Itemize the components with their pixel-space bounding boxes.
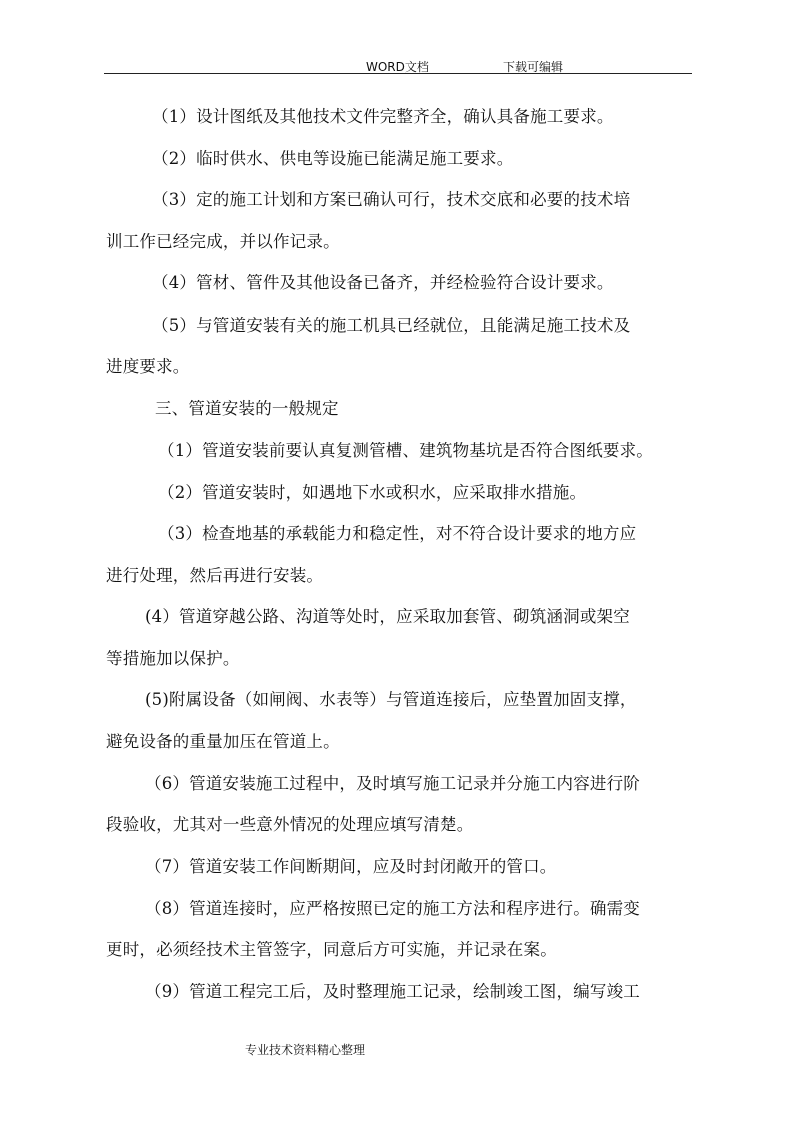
text-line: （8）管道连接时，应严格按照已定的施工方法和程序进行。确需变 [145, 899, 640, 918]
text-line: （9）管道工程完工后，及时整理施工记录，绘制竣工图，编写竣工 [145, 982, 640, 1001]
text-line: （4）管材、管件及其他设备已备齐，并经检验符合设计要求。 [152, 273, 614, 292]
section-heading: 三、管道安装的一般规定 [155, 399, 339, 418]
text-line: 段验收，尤其对一些意外情况的处理应填写清楚。 [106, 815, 474, 834]
text-line: （1）管道安装前要认真复测管槽、建筑物基坑是否符合图纸要求。 [158, 441, 653, 460]
header-edit-label: 下载可编辑 [503, 60, 564, 74]
header-doc-label: WORD文档 [366, 60, 429, 74]
page-footer: 专业技术资料精心整理 [245, 1043, 366, 1057]
text-line: 更时，必须经技术主管签字，同意后方可实施，并记录在案。 [106, 940, 557, 959]
text-line: （3）检查地基的承载能力和稳定性，对不符合设计要求的地方应 [158, 524, 637, 543]
text-line: (4）管道穿越公路、沟道等处时，应采取加套管、砌筑涵洞或架空 [145, 607, 630, 626]
text-line: 避免设备的重量加压在管道上。 [106, 732, 340, 751]
text-line: 进度要求。 [106, 357, 190, 376]
page-header [0, 0, 794, 80]
text-line: （6）管道安装施工过程中，及时填写施工记录并分施工内容进行阶 [145, 774, 640, 793]
text-line: （5）与管道安装有关的施工机具已经就位，且能满足施工技术及 [152, 316, 631, 335]
text-line: （3）定的施工计划和方案已确认可行，技术交底和必要的技术培 [152, 190, 631, 209]
text-line: 等措施加以保护。 [106, 649, 240, 668]
text-line: 训工作已经完成，并以作记录。 [106, 232, 340, 251]
text-line: 进行处理，然后再进行安装。 [106, 566, 324, 585]
text-line: （2）临时供水、供电等设施已能满足施工要求。 [152, 149, 514, 168]
text-line: (5)附属设备（如闸阀、水表等）与管道连接后，应垫置加固支撑， [145, 690, 637, 709]
header-rule [104, 73, 692, 74]
text-line: （7）管道安装工作间断期间，应及时封闭敞开的管口。 [145, 857, 557, 876]
text-line: （1）设计图纸及其他技术文件完整齐全，确认具备施工要求。 [152, 107, 614, 126]
text-line: （2）管道安装时，如遇地下水或积水，应采取排水措施。 [158, 483, 587, 502]
